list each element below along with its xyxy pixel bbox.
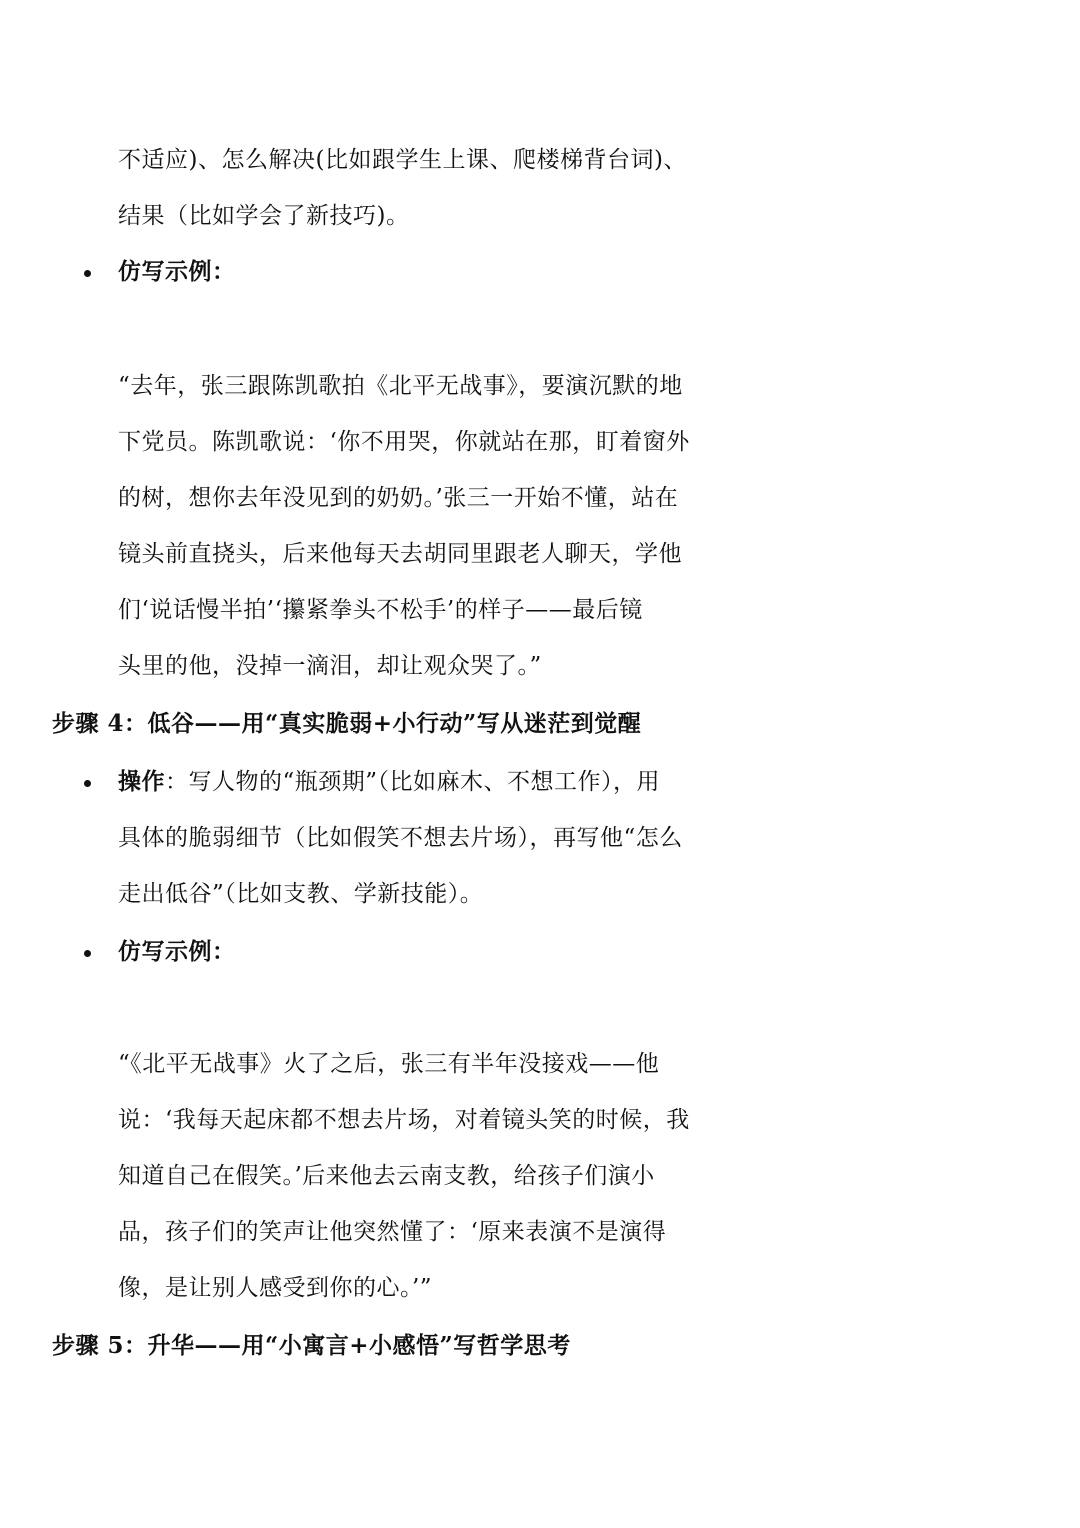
step4-example-line-4: 品，孩子们的笑声让他突然懂了：‘原来表演不是演得	[118, 1219, 667, 1245]
example-label: 仿写示例：	[118, 258, 236, 285]
bullet-icon	[84, 780, 91, 787]
operation-label: 操作	[118, 768, 165, 795]
step4-example-line-2: 说：‘我每天起床都不想去片场，对着镜头笑的时候，我	[118, 1107, 690, 1133]
example-line-6: 头里的他，没掉一滴泪，却让观众哭了。”	[118, 653, 542, 679]
step4-example-label: 仿写示例：	[118, 938, 236, 965]
step4-example-line-3: 知道自己在假笑。’后来他去云南支教，给孩子们演小	[118, 1163, 655, 1189]
example-line-2: 下党员。陈凯歌说：‘你不用哭，你就站在那，盯着窗外	[118, 429, 690, 455]
step4-operation-line-1	[118, 766, 660, 798]
description-line-1: 不适应)、怎么解决(比如跟学生上课、爬楼梯背台词)、	[118, 147, 687, 173]
description-line-2: 结果（比如学会了新技巧)。	[118, 203, 410, 229]
step4-example-line-1: “《北平无战事》火了之后，张三有半年没接戏——他	[118, 1051, 660, 1077]
example-line-5: 们‘说话慢半拍’‘攥紧拳头不松手’的样子——最后镜	[118, 597, 643, 623]
bullet-icon	[84, 950, 91, 957]
step4-example-line-5: 像，是让别人感受到你的心。’”	[118, 1275, 433, 1301]
bullet-icon	[84, 270, 91, 277]
example-line-3: 的树，想你去年没见到的奶奶。’张三一开始不懂，站在	[118, 485, 679, 511]
example-line-4: 镜头前直挠头，后来他每天去胡同里跟老人聊天，学他	[118, 541, 682, 567]
step4-heading: 步骤 4：低谷——用“真实脆弱+小行动”写从迷茫到觉醒	[52, 710, 642, 737]
example-line-1: “去年，张三跟陈凯歌拍《北平无战事》，要演沉默的地	[118, 373, 683, 399]
step5-heading: 步骤 5：升华——用“小寓言+小感悟”写哲学思考	[52, 1332, 571, 1359]
step4-operation-line-2: 具体的脆弱细节（比如假笑不想去片场），再写他“怎么	[118, 825, 683, 851]
operation-text: ：写人物的“瓶颈期”（比如麻木、不想工作），用	[165, 769, 661, 795]
step4-operation-line-3: 走出低谷”（比如支教、学新技能）。	[118, 881, 484, 907]
